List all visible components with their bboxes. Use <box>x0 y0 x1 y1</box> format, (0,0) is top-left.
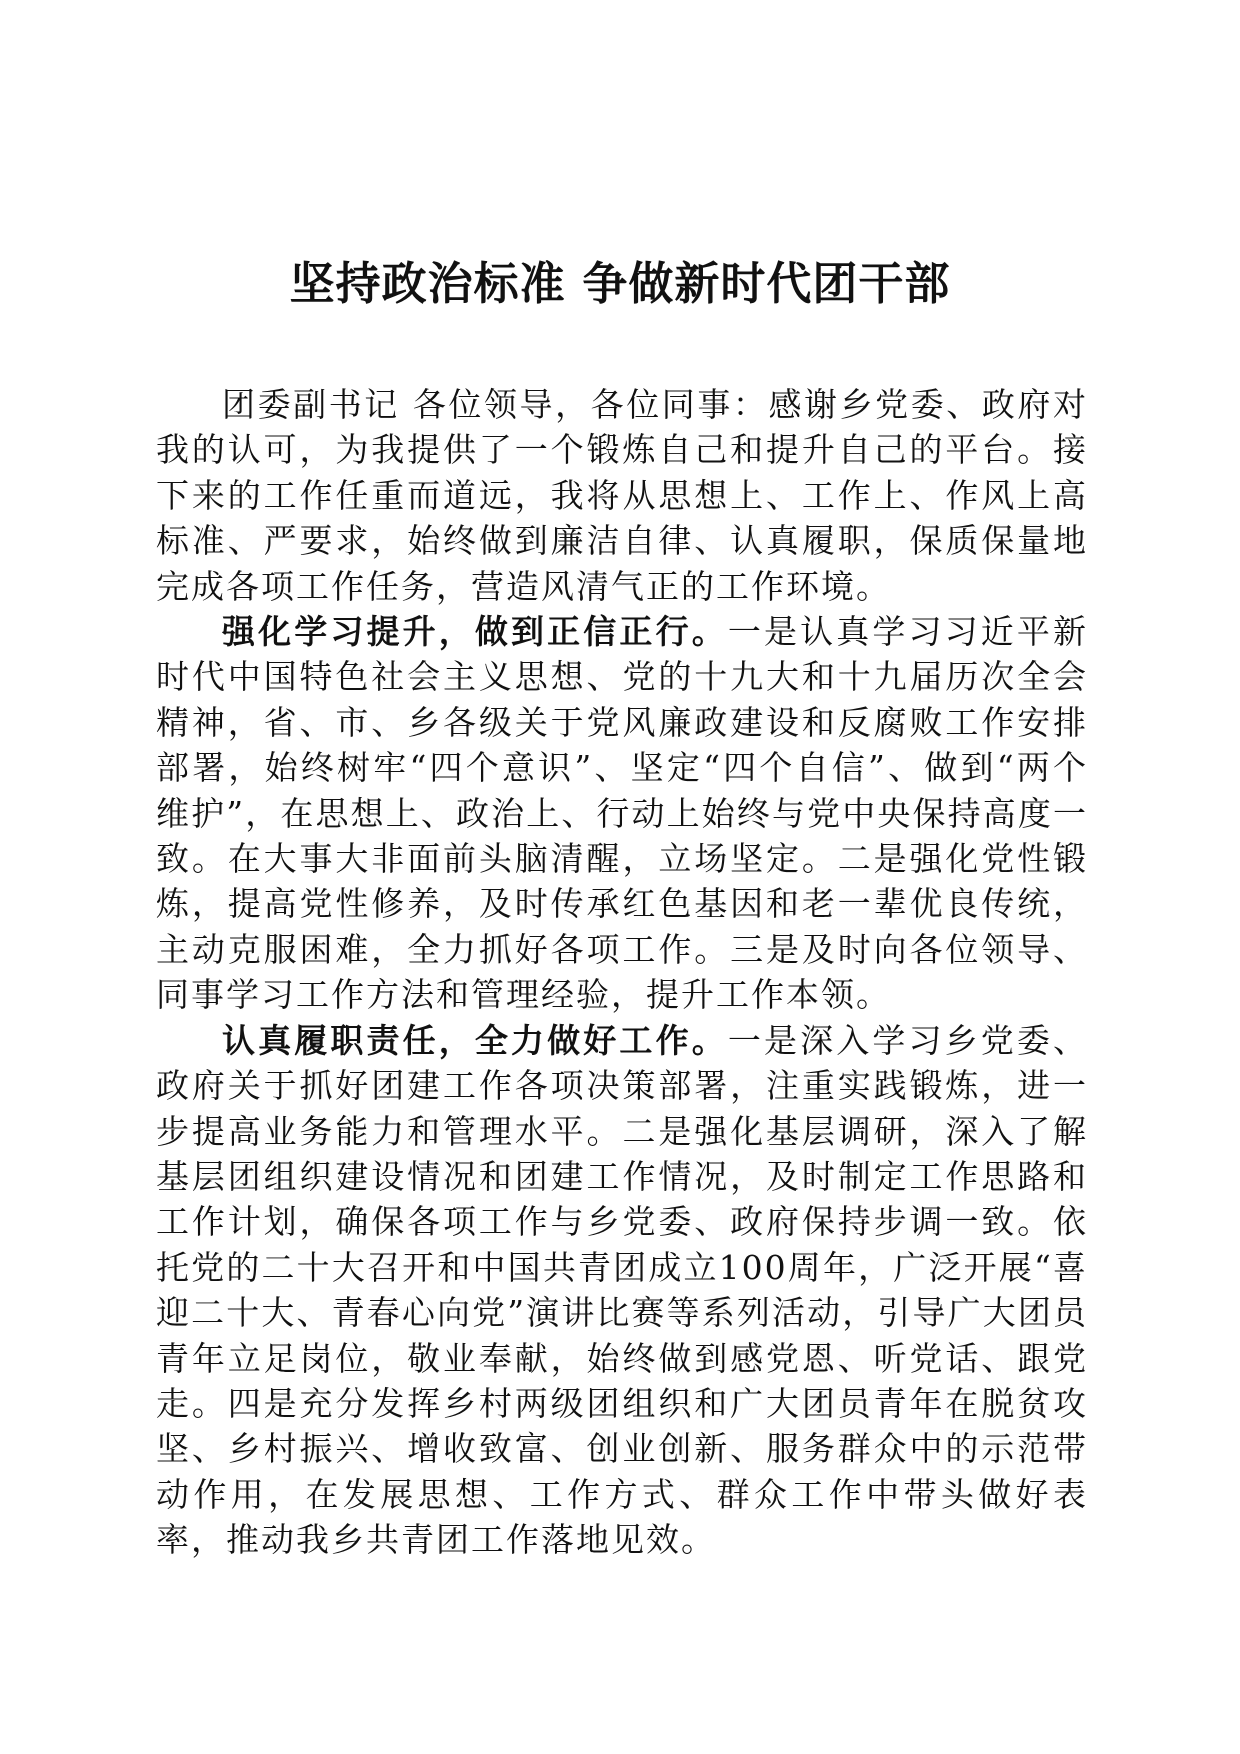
paragraph-lead: 认真履职责任，全力做好工作。 <box>222 1020 728 1060</box>
paragraph-text: 一是认真学习习近平新时代中国特色社会主义思想、党的十九大和十九届历次全会精神，省、市、乡各级关于党风廉政建设和反腐败工作安排部署，始终树牢“四个意识”、坚定“四个自信”、做到“两个维护”，在思想上、政治上、行动上始终与党中央保持高度一致。在大事大非面前头脑清醒，立场坚定。二是强化党性锻炼，提高党性修养，及时传承红色基因和老一辈优良传统，主动克服困难，全力抓好各项工作。三是及时向各位领导、同事学习工作方法和管理经验，提升工作本领。 <box>156 612 1089 1015</box>
paragraph-intro <box>156 382 1088 609</box>
paragraph-lead: 强化学习提升，做到正信正行。 <box>222 612 728 652</box>
paragraph-text: 团委副书记 各位领导，各位同事：感谢乡党委、政府对我的认可，为我提供了一个锻炼自己和提升自己的平台。接下来的工作任重而道远，我将从思想上、工作上、作风上高标准、严要求，始终做到廉洁自律、认真履职，保质保量地完成各项工作任务，营造风清气正的工作环境。 <box>156 385 1088 606</box>
document-body <box>156 382 1088 1563</box>
document-title: 坚持政治标准 争做新时代团干部 <box>289 257 951 310</box>
paragraph-text: 一是深入学习乡党委、政府关于抓好团建工作各项决策部署，注重实践锻炼，进一步提高业务能力和管理水平。二是强化基层调研，深入了解基层团组织建设情况和团建工作情况，及时制定工作思路和工作计划，确保各项工作与乡党委、政府保持步调一致。依托党的二十大召开和中国共青团成立100周年，广泛开展“喜迎二十大、青春心向党”演讲比赛等系列活动，引导广大团员青年立足岗位，敬业奉献，始终做到感党恩、听党话、跟党走。四是充分发挥乡村两级团组织和广大团员青年在脱贫攻坚、乡村振兴、增收致富、创业创新、服务群众中的示范带动作用，在发展思想、工作方式、群众工作中带头做好表率，推动我乡共青团工作落地见效。 <box>156 1020 1089 1560</box>
paragraph-duty <box>156 1018 1088 1563</box>
paragraph-study <box>156 609 1088 1018</box>
